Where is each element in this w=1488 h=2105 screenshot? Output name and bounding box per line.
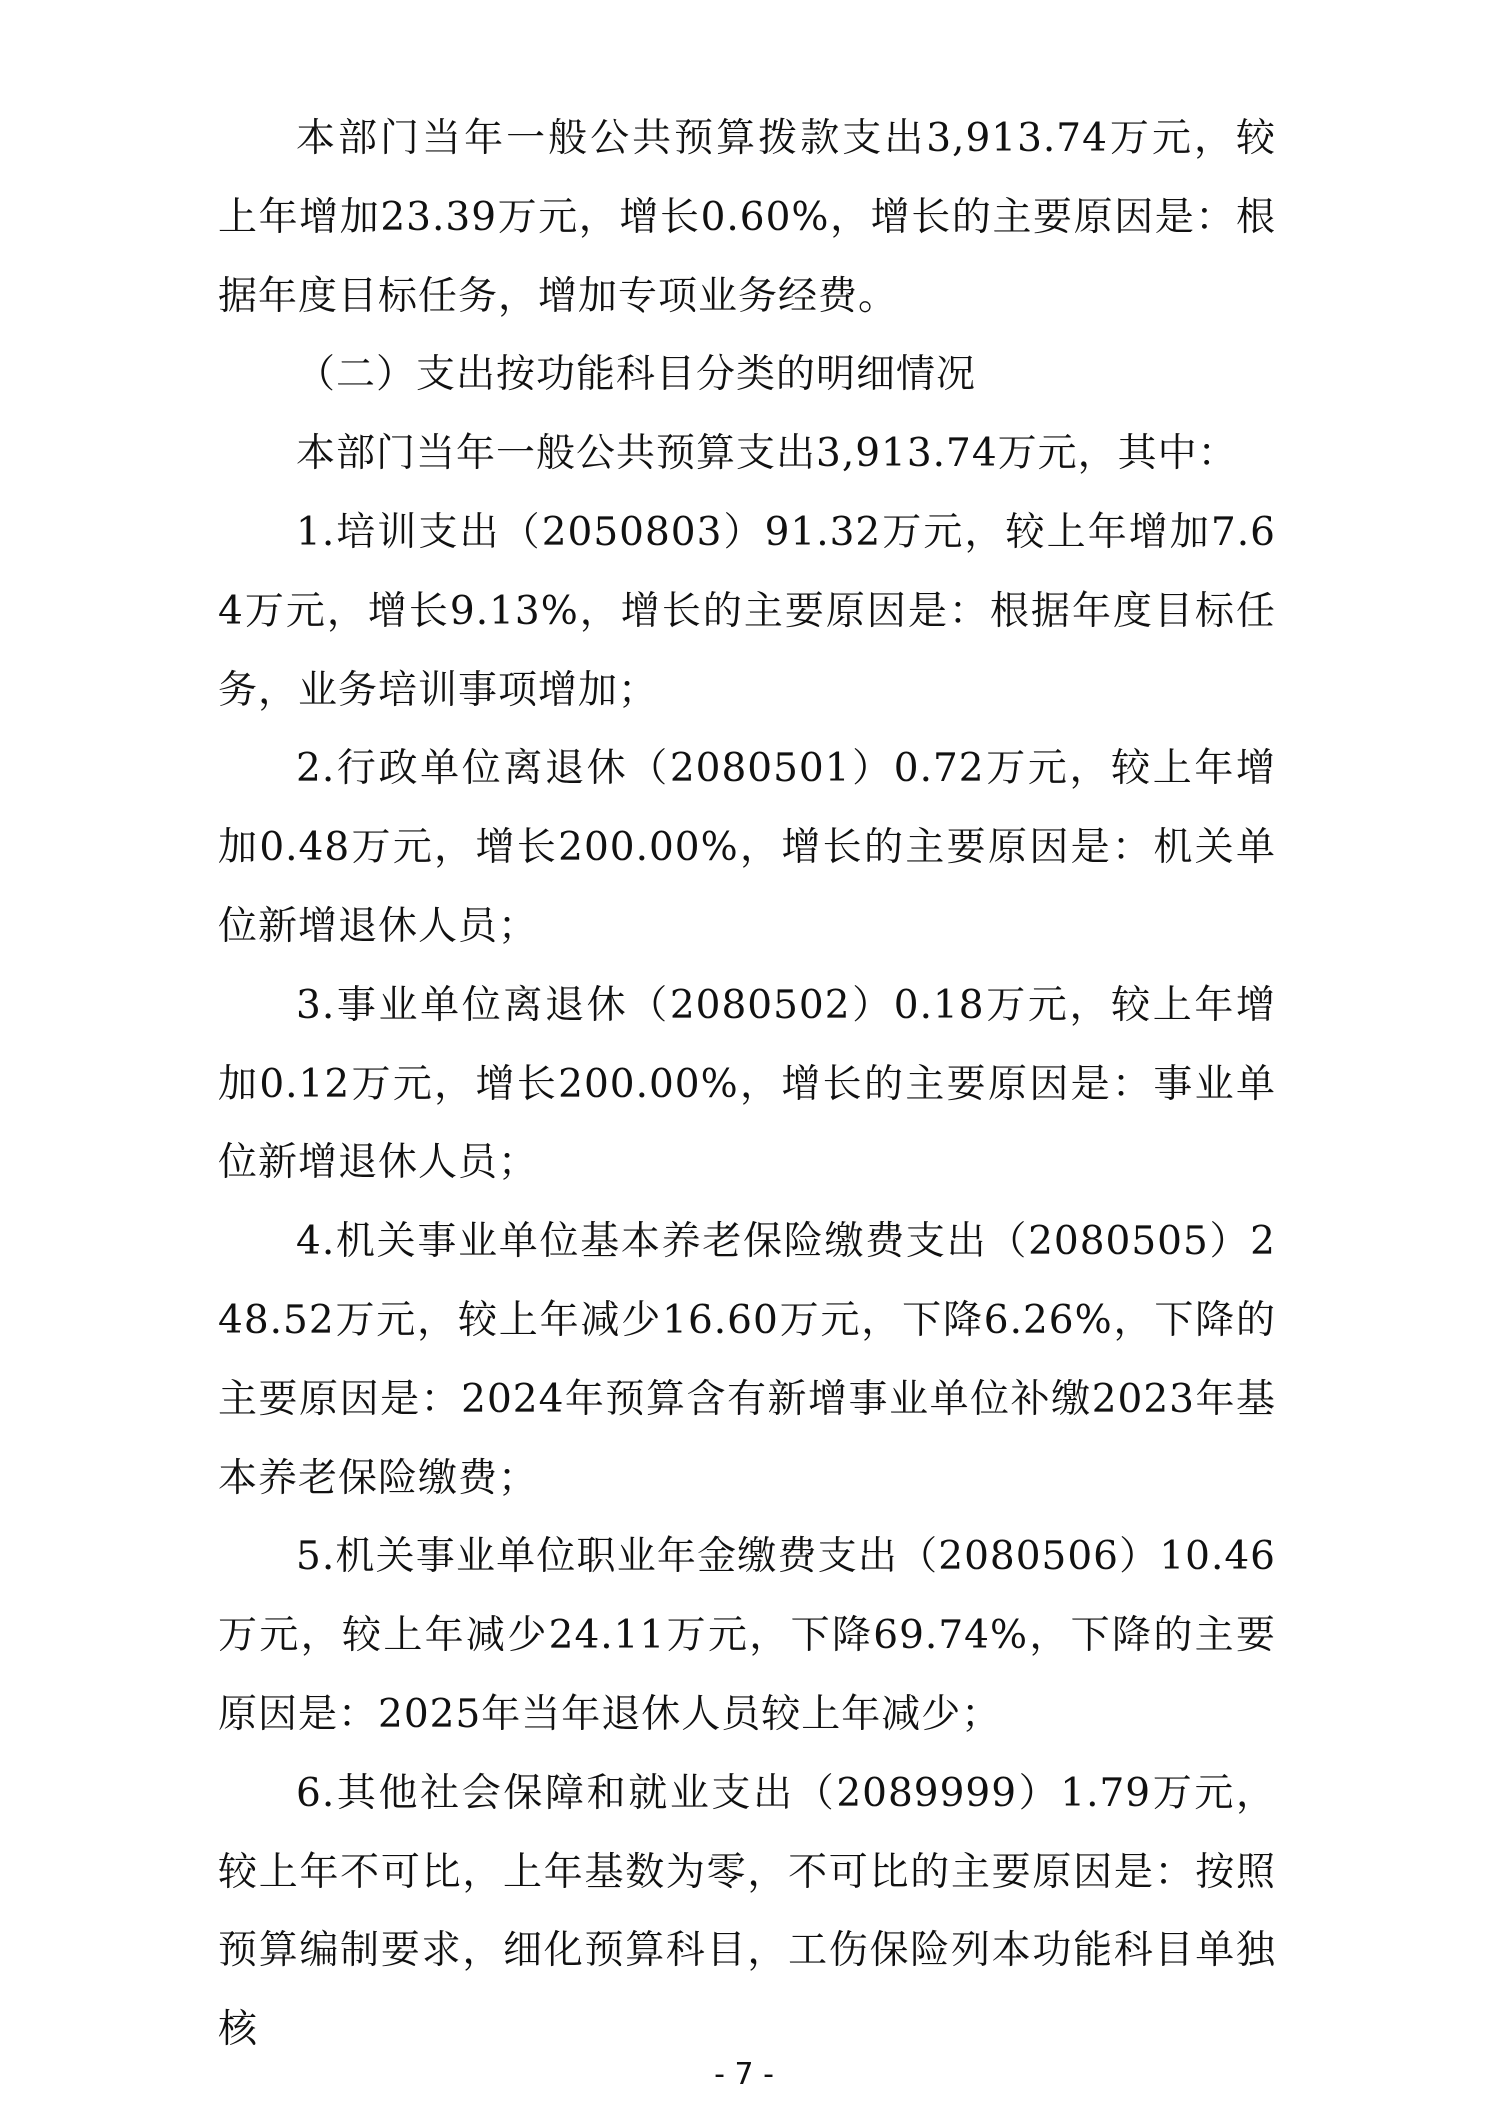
- list-item-admin-retirement: 2.行政单位离退休（2080501）0.72万元，较上年增加0.48万元，增长200.00%，增长的主要原因是：机关单位新增退休人员；: [218, 746, 1276, 949]
- document-body: [218, 100, 1276, 2070]
- list-item-institution-retirement: 3.事业单位离退休（2080502）0.18万元，较上年增加0.12万元，增长200.00%，增长的主要原因是：事业单位新增退休人员；: [218, 982, 1276, 1186]
- page-number: - 7 -: [714, 2057, 774, 2092]
- paragraph-expenditure-total: 本部门当年一般公共预算支出3,913.74万元，其中：: [296, 431, 1238, 477]
- list-item-other-social-security: 6.其他社会保障和就业支出（2089999）1.79万元，较上年不可比，上年基数为零，不可比的主要原因是：按照预算编制要求，细化预算科目，工伤保险列本功能科目单独核: [218, 1770, 1276, 2053]
- list-item-pension-insurance: 4.机关事业单位基本养老保险缴费支出（2080505）248.52万元，较上年减少16.60万元，下降6.26%，下降的主要原因是：2024年预算含有新增事业单位补缴2023年基本养老保险缴费；: [218, 1219, 1276, 1501]
- list-item-occupational-annuity: 5.机关事业单位职业年金缴费支出（2080506）10.46万元，较上年减少24.11万元，下降69.74%，下降的主要原因是：2025年当年退休人员较上年减少；: [218, 1534, 1276, 1737]
- paragraph-appropriation-summary: 本部门当年一般公共预算拨款支出3,913.74万元，较上年增加23.39万元，增长0.60%，增长的主要原因是：根据年度目标任务，增加专项业务经费。: [218, 116, 1276, 319]
- list-item-training-expenditure: 1.培训支出（2050803）91.32万元，较上年增加7.64万元，增长9.13%，增长的主要原因是：根据年度目标任务，业务培训事项增加；: [218, 509, 1276, 713]
- section-heading-functional-classification: （二）支出按功能科目分类的明细情况: [296, 352, 977, 398]
